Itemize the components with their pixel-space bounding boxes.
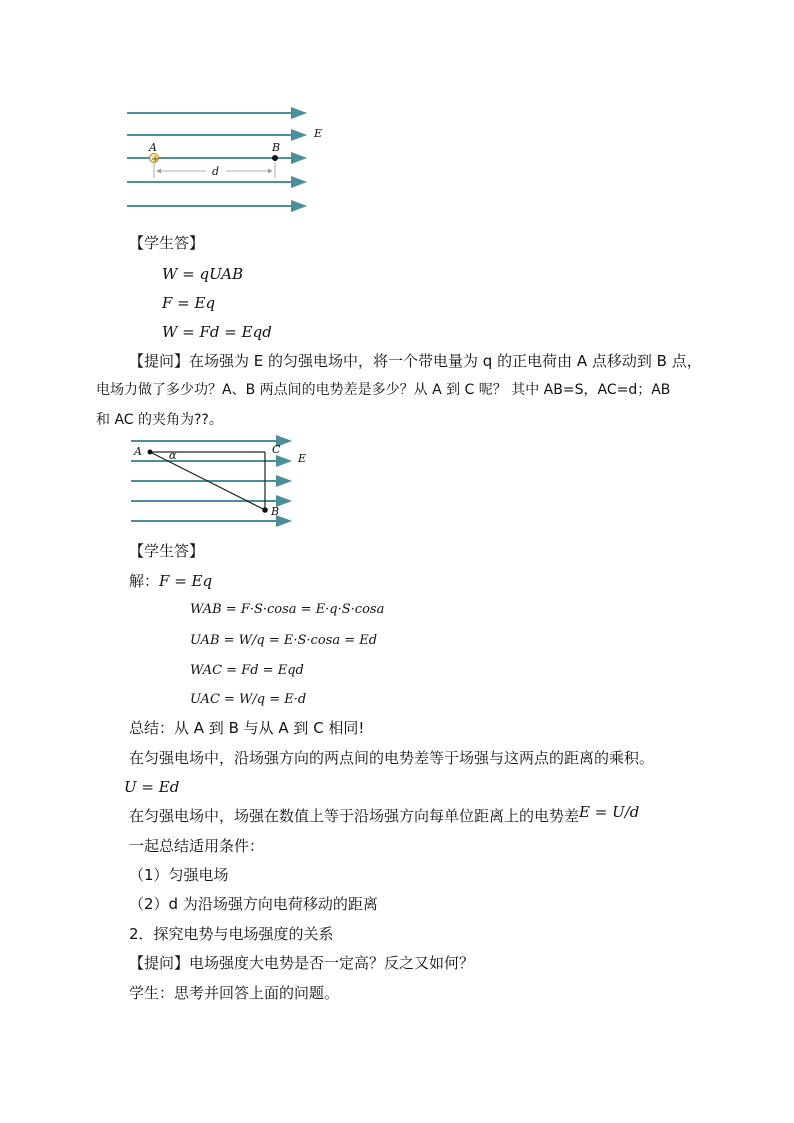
point-b-label: B — [271, 505, 280, 518]
formula-e-ud: E = U/d — [579, 803, 640, 821]
formula-u-ed: U = Ed — [124, 778, 180, 796]
point-c-label: C — [272, 443, 281, 456]
angle-alpha-label: α — [169, 449, 177, 462]
solution-line — [129, 571, 212, 591]
question-2: 【提问】电场强度大电势是否一定高？反之又如何？ — [129, 954, 475, 972]
charge-plus-icon: + — [151, 154, 160, 165]
student-answer-heading: 【学生答】 — [129, 234, 205, 252]
student-response: 学生：思考并回答上面的问题。 — [129, 984, 340, 1002]
summary-line-2: 在匀强电场中，沿场强方向的两点间的电势差等于场强与这两点的距离的乘积。 — [129, 749, 655, 767]
equation-work: W = qUAB — [162, 265, 244, 283]
point-a-label: A — [149, 141, 157, 154]
point-b-label: B — [272, 141, 281, 154]
question-line-3: 和 AC 的夹角为??。 — [96, 412, 223, 428]
summary-line-4: 一起总结适用条件： — [129, 837, 265, 855]
equation-wab: WAB = F·S·cosa = E·q·S·cosa — [190, 602, 385, 617]
question-line-2: 电场力做了多少功？A、B 两点间的电势差是多少？从 A 到 C 呢？ 其中 AB=S，AC=d；AB — [96, 382, 671, 398]
summary-line-3-text: 在匀强电场中，场强在数值上等于沿场强方向每单位距离上的电势差 — [129, 807, 580, 825]
condition-1: （1）匀强电场 — [129, 866, 229, 884]
section-heading-2: 2．探究电势与电场强度的关系 — [129, 925, 334, 943]
equation-uac: UAC = W/q = E·d — [190, 692, 307, 707]
point-b — [272, 155, 278, 161]
distance-d-label: d — [212, 165, 220, 178]
point-b — [262, 507, 268, 513]
field-label-e: E — [298, 452, 307, 465]
equation-wac: WAC = Fd = Eqd — [190, 663, 304, 678]
equation-force: F = Eq — [162, 294, 216, 312]
equation-uab: UAB = W/q = E·S·cosa = Ed — [190, 633, 378, 648]
field-label-e: E — [314, 127, 323, 140]
condition-2: （2）d 为沿场强方向电荷移动的距离 — [129, 895, 378, 913]
summary-line-3 — [129, 803, 640, 826]
equation-work-fd: W = Fd = Eqd — [162, 323, 272, 341]
solution-prefix: 解： — [129, 572, 160, 590]
summary-line-1: 总结：从 A 到 B 与从 A 到 C 相同! — [129, 719, 365, 737]
point-a-label: A — [134, 445, 142, 458]
student-answer-heading: 【学生答】 — [129, 542, 205, 560]
solution-equation: F = Eq — [159, 572, 213, 590]
question-line-1: 【提问】在场强为 E 的匀强电场中，将一个带电量为 q 的正电荷由 A 点移动到 B 点， — [129, 352, 702, 370]
